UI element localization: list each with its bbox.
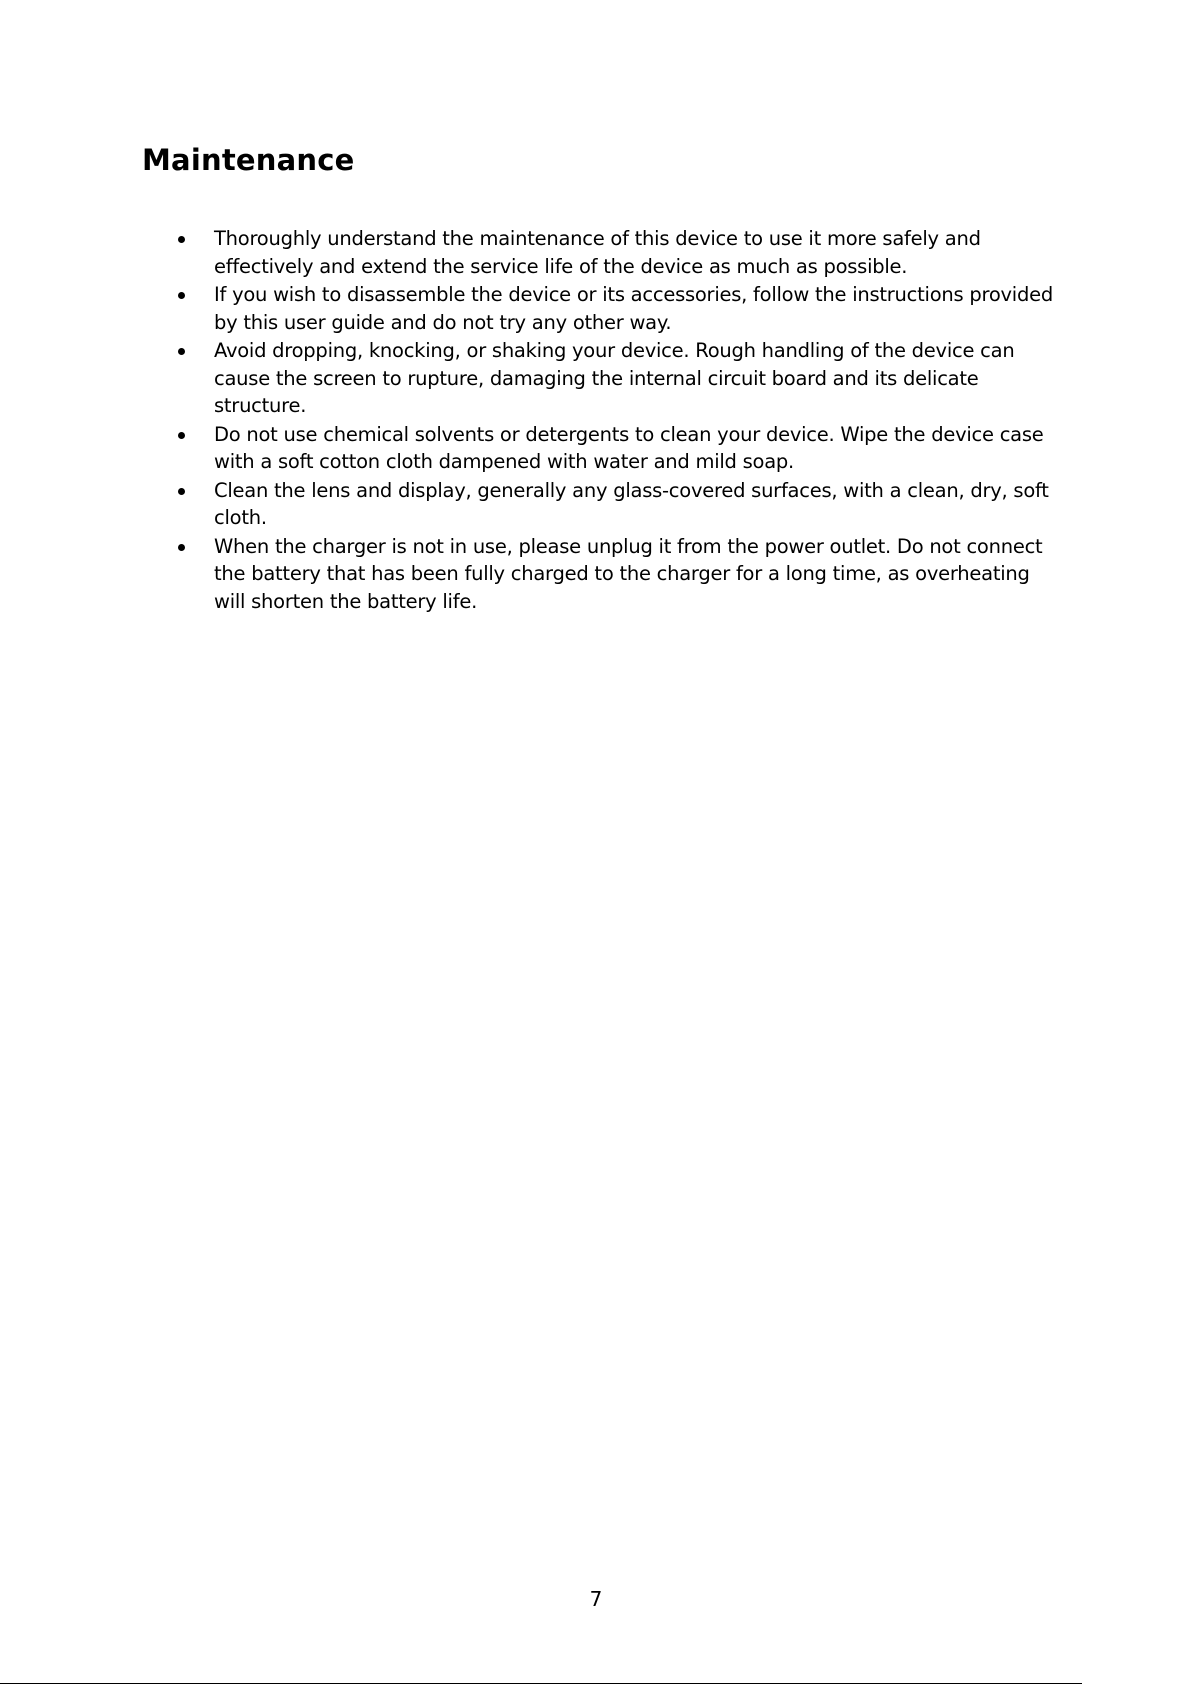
list-item-text: Do not use chemical solvents or detergents to clean your device. Wipe the device case with a soft cotton cloth dampened with water and mild soap. bbox=[214, 422, 1044, 473]
bullet-icon bbox=[178, 488, 185, 495]
maintenance-list bbox=[142, 225, 1062, 616]
bullet-icon bbox=[178, 544, 185, 551]
list-item bbox=[142, 533, 1062, 616]
page-title: Maintenance bbox=[142, 143, 355, 177]
list-item bbox=[142, 477, 1062, 532]
bullet-icon bbox=[178, 432, 185, 439]
page-number: 7 bbox=[589, 1587, 603, 1611]
list-item bbox=[142, 421, 1062, 476]
list-item bbox=[142, 281, 1062, 336]
bullet-icon bbox=[178, 292, 185, 299]
list-item-text: Avoid dropping, knocking, or shaking your device. Rough handling of the device can cause the screen to rupture, damaging the internal circuit board and its delicate structure. bbox=[214, 339, 1015, 417]
list-item-text: Thoroughly understand the maintenance of this device to use it more safely and effectively and extend the service life of the device as much as possible. bbox=[214, 227, 981, 278]
list-item bbox=[142, 337, 1062, 420]
list-item-text: When the charger is not in use, please unplug it from the power outlet. Do not connect the battery that has been fully charged to the charger for a long time, as overheating will shorten the battery life. bbox=[214, 534, 1043, 613]
footer-divider bbox=[0, 1683, 1082, 1684]
list-item-text: Clean the lens and display, generally any glass-covered surfaces, with a clean, dry, soft cloth. bbox=[214, 478, 1049, 529]
list-item bbox=[142, 225, 1062, 280]
bullet-icon bbox=[178, 348, 185, 355]
bullet-icon bbox=[178, 236, 185, 243]
list-item-text: If you wish to disassemble the device or its accessories, follow the instructions provided by this user guide and do not try any other way. bbox=[214, 283, 1053, 334]
